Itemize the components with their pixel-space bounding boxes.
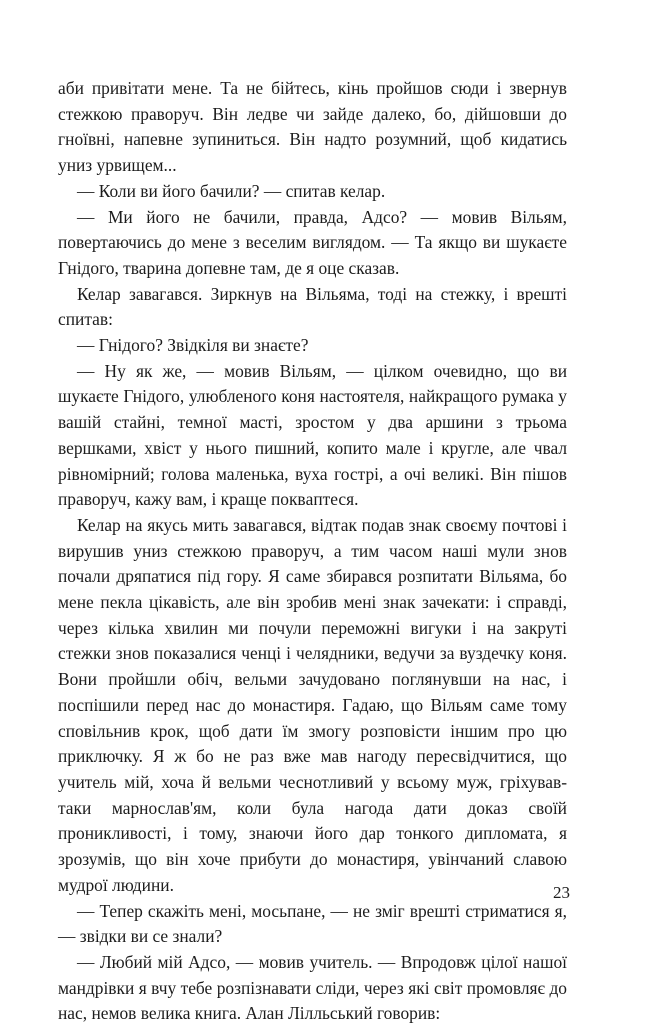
paragraph: Келар на якусь мить завагався, відтак подав знак своєму почтові і вирушив униз стежкою праворуч, а тим часом наші мули знов почали дряпатися під гору. Я саме збирався розпитати Вільяма, бо мене пекла цікавість, але він зробив мені знак зачекати: і справді, через кілька хвилин ми почули переможні вигуки і на закруті стежки знов показалися ченці і челядники, ведучи за вуздечку коня. Вони пройшли обіч, вельми зачудовано поглянувши на нас, і поспішили перед нас до монастиря. Гадаю, що Вільям саме тому сповільнив крок, щоб дати їм змогу розповісти іншим про цю приключку. Я ж бо не раз вже мав нагоду пересвідчитися, що учитель мій, хоча й вельми чеснотливий у всьому муж, гріхував-таки марнослав'ям, коли була нагода дати доказ своїй проникливості, і тому, знаючи його дар тонкого дипломата, я зрозумів, що він хоче прибути до монастиря, увінчаний славою мудрої людини. — [58, 514, 567, 895]
paragraph-dialogue: — Любий мій Адсо, — мовив учитель. — Впродовж цілої нашої мандрівки я вчу тебе розпізнавати сліди, через які світ промовляє до нас, немов велика книга. Алан Лілльський говорив: — [58, 951, 567, 1024]
paragraph: Келар завагався. Зиркнув на Вільяма, тоді на стежку, і врешті спитав: — [58, 283, 567, 330]
body-text — [58, 76, 567, 1027]
paragraph-dialogue: — Ми його не бачили, правда, Адсо? — мовив Вільям, повертаючись до мене з веселим виглядом. — Та якщо ви шукаєте Гнідого, тварина допевне там, де я оце сказав. — [58, 206, 567, 278]
paragraph-dialogue: — Гнідого? Звідкіля ви знаєте? — [77, 335, 309, 356]
paragraph-dialogue: — Коли ви його бачили? — спитав келар. — [77, 180, 386, 201]
paragraph-dialogue: — Ну як же, — мовив Вільям, — цілком очевидно, що ви шукаєте Гнідого, улюбленого коня настоятеля, найкращого румака у вашій стайні, темної масті, зростом у два аршини з трьома вершками, хвіст у нього пишний, копито мале і кругле, але чвал рівномірний; голова маленька, вуха гострі, а очі великі. Він пішов праворуч, кажу вам, і краще поквaптеся. — [58, 360, 567, 510]
paragraph-continuation: аби привітати мене. Та не бійтесь, кінь пройшов сюди і звернув стежкою праворуч. Він ледве чи зайде далеко, бо, дійшовши до гноївні, напевне зупиниться. Він надто розумний, щоб кидатись униз урвищем... — [58, 78, 567, 176]
page-number: 23 — [553, 883, 570, 902]
paragraph-dialogue: — Тепер скажіть мені, мосьпане, — не зміг врешті стриматися я, — звідки ви се знали? — [58, 900, 567, 947]
